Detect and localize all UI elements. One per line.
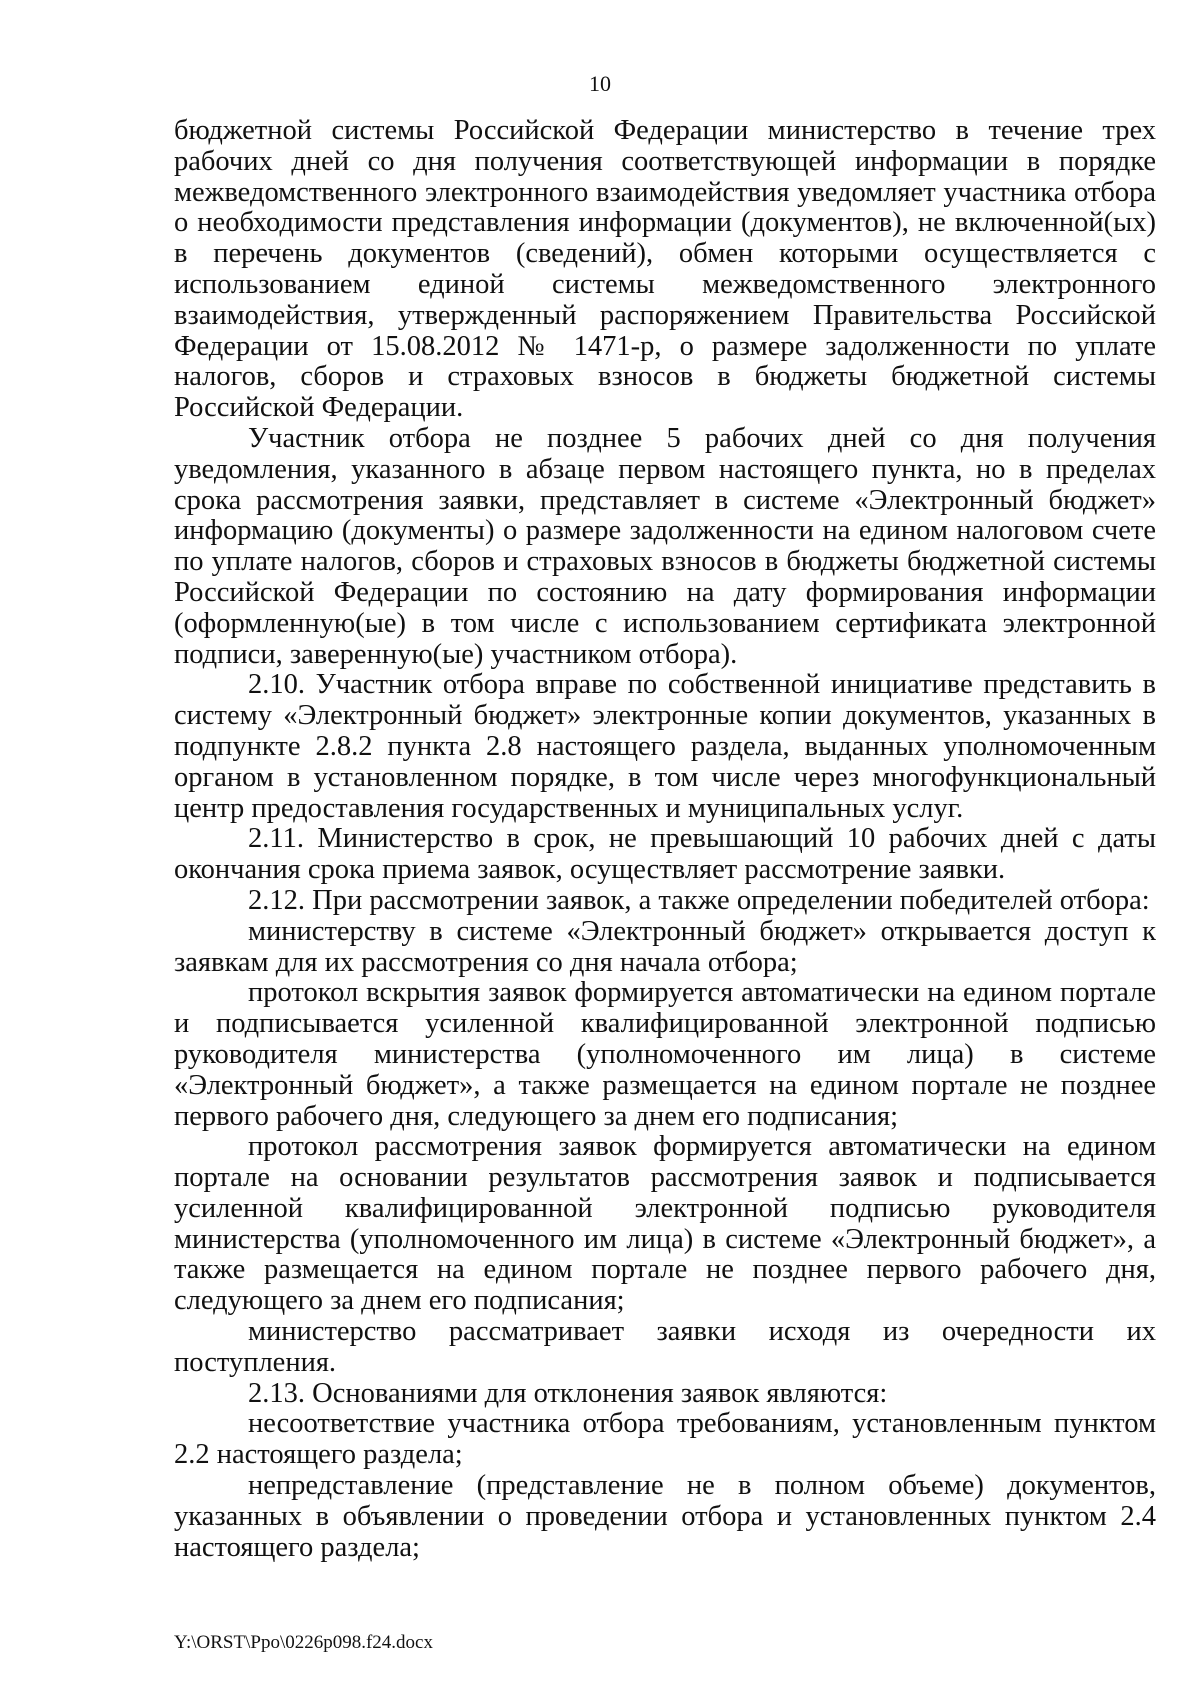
paragraph-2-12: 2.12. При рассмотрении заявок, а также определении победителей отбора:	[248, 884, 1150, 916]
paragraph-opening-protocol: протокол вскрытия заявок формируется автоматически на едином портале и подписывается усиленной квалифицированной электронной подписью руководителя министерства (уполномоченного им лица) в системе «Электронный бюджет», а также размещается на едином портале не позднее первого рабочего дня, следующего за днем его подписания;	[174, 977, 1156, 1132]
paragraph-2-10: 2.10. Участник отбора вправе по собственной инициативе представить в систему «Электронный бюджет» электронные копии документов, указанных в подпункте 2.8.2 пункта 2.8 настоящего раздела, выданных уполномоченным органом в установленном порядке, в том числе через многофункциональный центр предоставления государственных и муниципальных услуг.	[174, 669, 1156, 824]
paragraph-review-protocol: протокол рассмотрения заявок формируется автоматически на едином портале на основании результатов рассмотрения заявок и подписывается усиленной квалифицированной электронной подписью руководителя министерства (уполномоченного им лица) в системе «Электронный бюджет», а также размещается на едином портале не позднее первого рабочего дня, следующего за днем его подписания;	[174, 1131, 1156, 1317]
paragraph-noncompliance: несоответствие участника отбора требованиям, установленным пунктом 2.2 настоящего раздела;	[174, 1408, 1156, 1471]
paragraph-access: министерству в системе «Электронный бюджет» открывается доступ к заявкам для их рассмотрения со дня начала отбора;	[174, 915, 1156, 978]
document-body	[174, 116, 1156, 1563]
paragraph-2: Участник отбора не позднее 5 рабочих дней со дня получения уведомления, указанного в абзаце первом настоящего пункта, но в пределах срока рассмотрения заявки, представляет в системе «Электронный бюджет» информацию (документы) о размере задолженности на едином налоговом счете по уплате налогов, сборов и страховых взносов в бюджеты бюджетной системы Российской Федерации по состоянию на дату формирования информации (оформленную(ые) в том числе с использованием сертификата электронной подписи, заверенную(ые) участником отбора).	[174, 422, 1156, 670]
footer-file-path: Y:\ORST\Ppo\0226p098.f24.docx	[174, 1632, 433, 1653]
paragraph-review-order: министерство рассматривает заявки исходя из очередности их поступления.	[174, 1316, 1156, 1378]
page-number: 10	[589, 71, 611, 96]
paragraph-2-11: 2.11. Министерство в срок, не превышающий 10 рабочих дней с даты окончания срока приема заявок, осуществляет рассмотрение заявки.	[174, 823, 1156, 886]
paragraph-1: бюджетной системы Российской Федерации министерство в течение трех рабочих дней со дня получения соответствующей информации в порядке межведомственного электронного взаимодействия уведомляет участника отбора о необходимости представления информации (документов), не включенной(ых) в перечень документов (сведений), обмен которыми осуществляется с использованием единой системы межведомственного электронного взаимодействия, утвержденный распоряжением Правительства Российской Федерации от 15.08.2012 № 1471-р, о размере задолженности по уплате налогов, сборов и страховых взносов в бюджеты бюджетной системы Российской Федерации.	[174, 115, 1156, 424]
paragraph-nonsubmission: непредставление (представление не в полном объеме) документов, указанных в объявлении о проведении отбора и установленных пунктом 2.4 настоящего раздела;	[174, 1470, 1156, 1563]
paragraph-2-13: 2.13. Основаниями для отклонения заявок являются:	[248, 1377, 888, 1409]
